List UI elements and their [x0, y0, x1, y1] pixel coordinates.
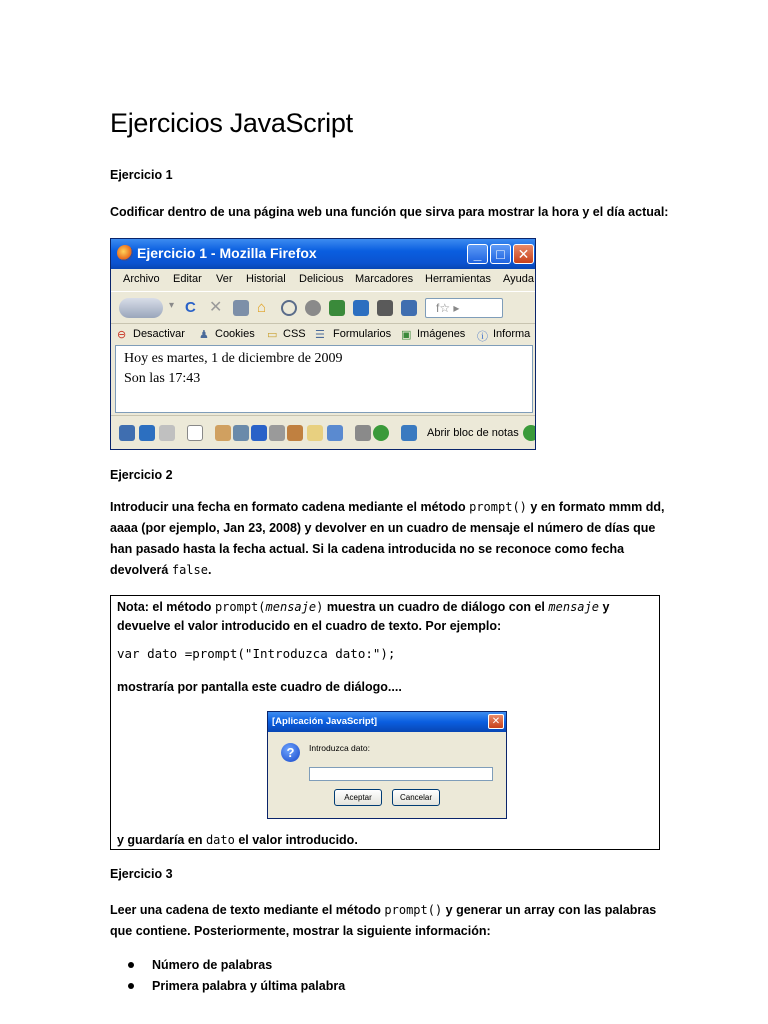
note-code-arg: mensaje	[265, 600, 317, 614]
settings-icon	[305, 300, 321, 316]
menu-delicious: Delicious	[299, 273, 344, 285]
status-icon-1	[119, 425, 135, 441]
tool-icon-2	[269, 425, 285, 441]
bm-css: CSS	[283, 328, 306, 340]
bullet-text: Primera palabra y última palabra	[152, 979, 346, 993]
bullet-icon	[128, 983, 134, 989]
css-icon: ▭	[267, 329, 278, 341]
status-green-icon	[523, 425, 536, 441]
ex2-code-false: false	[171, 563, 208, 577]
question-icon: ?	[281, 743, 300, 762]
ex2-text-part1: Introducir una fecha en formato cadena mediante el método	[110, 500, 466, 514]
save-icon	[251, 425, 267, 441]
note-box	[110, 595, 660, 850]
note-show-text: mostraría por pantalla este cuadro de diálogo....	[117, 680, 402, 694]
note-save-text	[117, 831, 653, 850]
dialog-ok-button: Aceptar	[334, 789, 382, 806]
stop-icon: ✕	[209, 299, 223, 316]
page-title: Ejercicios JavaScript	[110, 108, 353, 138]
list-item	[128, 955, 345, 976]
note-code-close: )	[316, 600, 324, 614]
close-icon: ✕	[513, 244, 534, 264]
info-icon: ⓘ	[477, 331, 488, 343]
tool-icon-3	[287, 425, 303, 441]
note-label: Nota: el método	[117, 600, 212, 614]
ex2-text-part2: y en formato mmm dd, aaaa (por ejemplo, Jan 23, 2008) y devolver en un cuadro de mensaje el número de días que han pasado hasta la fecha actual. Si la cadena introducida no se reconoce como fecha devolverá	[110, 500, 665, 577]
note-save-code: dato	[205, 833, 235, 847]
bm-informacion: Informa	[493, 328, 531, 340]
status-ok-icon	[373, 425, 389, 441]
bm-imagenes: Imágenes	[417, 328, 466, 340]
images-icon: ▣	[401, 329, 412, 341]
firefox-statusbar	[111, 415, 535, 450]
menu-archivo: Archivo	[123, 273, 160, 285]
content-time: Son las 17:43	[124, 371, 201, 386]
minimize-icon: _	[467, 244, 488, 264]
ex2-heading: Ejercicio 2	[110, 468, 173, 482]
ex3-heading: Ejercicio 3	[110, 867, 173, 881]
history-icon	[281, 300, 297, 316]
ex3-code-prompt: prompt()	[384, 903, 443, 917]
note-code-fn: prompt(	[214, 600, 266, 614]
ex2-text-part3: .	[207, 563, 212, 577]
reload-icon: C	[185, 299, 196, 316]
firefox-screenshot	[110, 238, 536, 450]
ex3-bullet-list	[128, 955, 345, 997]
ex2-text	[110, 497, 670, 581]
home-icon: ⌂	[257, 299, 267, 316]
print-icon	[233, 300, 249, 316]
note-end: y devuelve el valor introducido en el cuadro de texto. Por ejemplo:	[117, 600, 610, 633]
content-date: Hoy es martes, 1 de diciembre de 2009	[124, 351, 343, 366]
lock-icon	[377, 300, 393, 316]
forms-icon: ☰	[315, 329, 325, 341]
menu-herramientas: Herramientas	[425, 273, 492, 285]
firefox-menubar	[111, 269, 535, 291]
firefox-page-content	[115, 345, 533, 413]
mail-icon	[159, 425, 175, 441]
menu-ayuda: Ayuda	[503, 273, 534, 285]
tool-icon-1	[233, 425, 249, 441]
ex1-text: Codificar dentro de una página web una función que sirva para mostrar la hora y el día actual:	[110, 205, 669, 219]
bookmark-star-icon: f☆ ▸	[425, 298, 503, 318]
bm-formularios: Formularios	[333, 328, 392, 340]
tiles-icon	[401, 300, 417, 316]
status-notepad-label: Abrir bloc de notas	[427, 427, 519, 439]
note-intro	[117, 598, 653, 636]
firefox-bookmarks-bar	[111, 323, 535, 346]
status-icon-2	[139, 425, 155, 441]
list-item	[128, 976, 345, 997]
note-save-pre: y guardaría en	[117, 833, 203, 847]
ex3-text-part1: Leer una cadena de texto mediante el método	[110, 903, 381, 917]
bm-cookies: Cookies	[215, 328, 255, 340]
ex1-heading: Ejercicio 1	[110, 168, 173, 182]
menu-marcadores: Marcadores	[355, 273, 414, 285]
page-icon	[187, 425, 203, 441]
dialog-label: Introduzca dato:	[309, 743, 370, 753]
bullet-icon	[128, 962, 134, 968]
js-prompt-dialog	[267, 711, 507, 819]
ex2-code-prompt: prompt()	[469, 500, 527, 514]
ex3-text-part2: y generar un array con las palabras que contiene. Posteriormente, mostrar la siguiente información:	[110, 903, 657, 938]
disable-icon: ⊖	[117, 329, 127, 341]
dialog-input	[309, 767, 493, 781]
note-code-line: var dato =prompt("Introduzca dato:");	[117, 646, 396, 661]
back-forward-icon	[119, 298, 163, 318]
menu-editar: Editar	[173, 273, 202, 285]
tool-icon-5	[327, 425, 343, 441]
dialog-cancel-button: Cancelar	[392, 789, 440, 806]
dialog-close-icon: ✕	[488, 714, 504, 729]
dialog-titlebar	[268, 712, 506, 732]
note-mid: muestra un cuadro de diálogo con el	[326, 600, 545, 614]
bm-desactivar: Desactivar	[133, 328, 185, 340]
dialog-title: [Aplicación JavaScript]	[272, 716, 378, 727]
dropdown-icon: ▾	[169, 300, 175, 311]
wrench-icon	[355, 425, 371, 441]
note-save-post: el valor introducido.	[238, 833, 358, 847]
menu-ver: Ver	[216, 273, 233, 285]
tool-icon-4	[307, 425, 323, 441]
bullet-text: Número de palabras	[152, 958, 273, 972]
firefox-logo-icon	[117, 245, 133, 261]
firefox-titlebar	[111, 239, 535, 269]
note-code-arg2: mensaje	[548, 600, 599, 614]
menu-historial: Historial	[246, 273, 286, 285]
maximize-icon: □	[490, 244, 511, 264]
notepad-icon	[401, 425, 417, 441]
ex3-text	[110, 900, 670, 942]
window-icon	[353, 300, 369, 316]
addon-icon	[329, 300, 345, 316]
firefox-window-title: Ejercicio 1 - Mozilla Firefox	[137, 245, 317, 261]
firefox-toolbar	[111, 291, 535, 324]
edit-icon	[215, 425, 231, 441]
user-icon: ♟	[199, 329, 209, 341]
